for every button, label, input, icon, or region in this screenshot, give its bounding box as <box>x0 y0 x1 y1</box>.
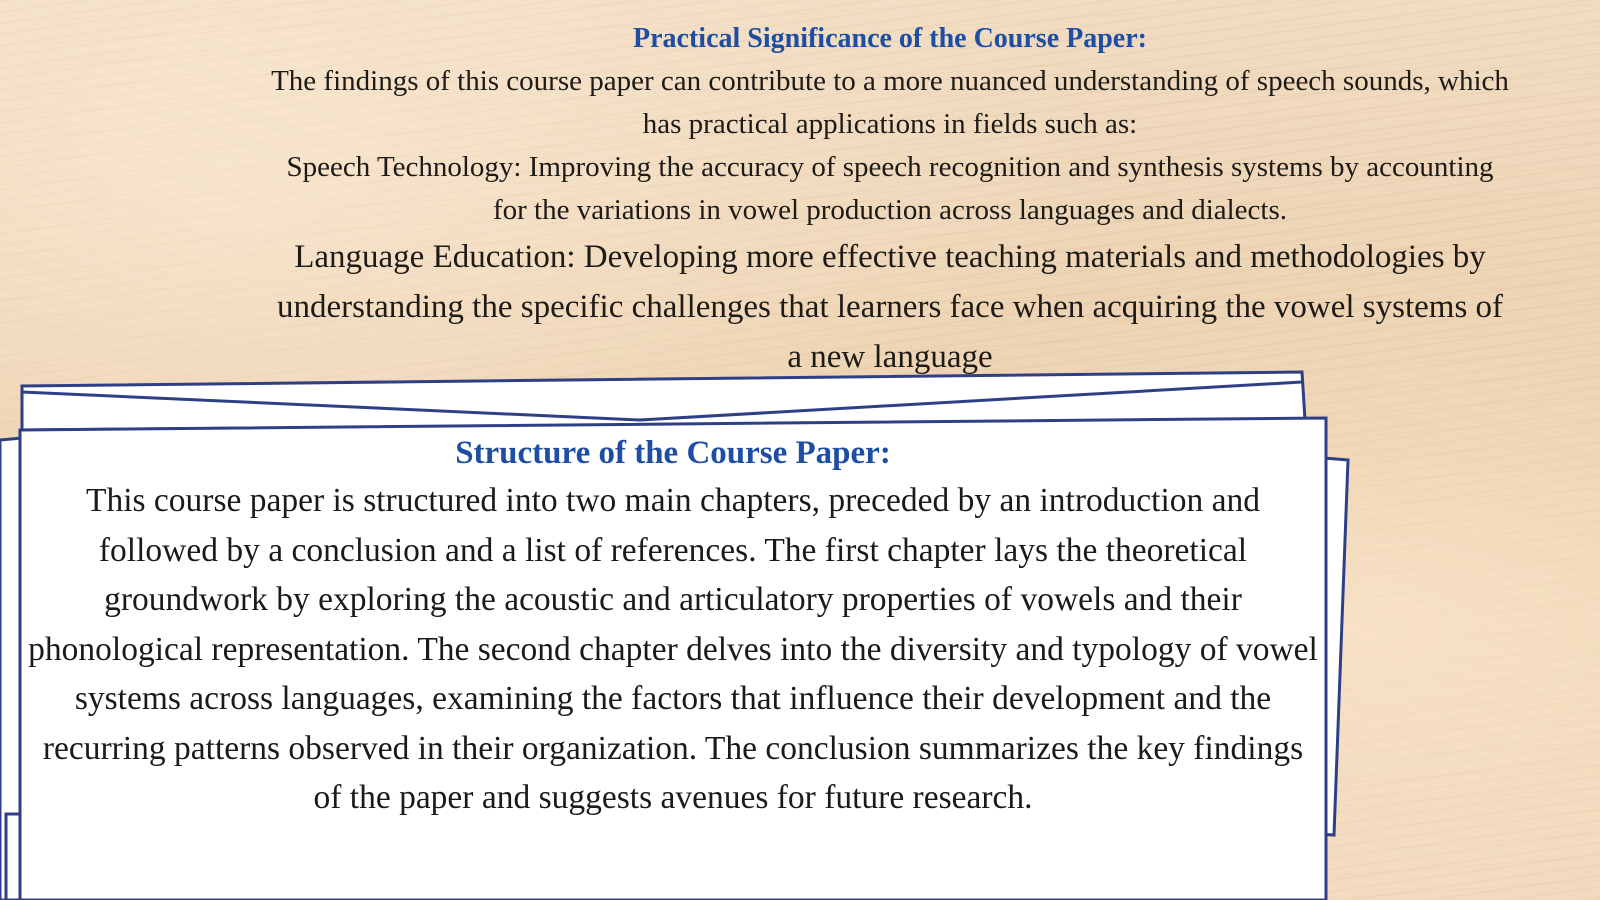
structure-section <box>22 430 1324 900</box>
speech-technology-text: Speech Technology: Improving the accuracy of speech recognition and synthesis systems by accounting for the variations in vowel production across languages and dialects. <box>286 151 1494 226</box>
structure-heading: Structure of the Course Paper: <box>455 435 891 471</box>
language-education-text: Language Education: Developing more effective teaching materials and methodologies by understanding the specific challenges that learners face when acquiring the vowel systems of a new language <box>276 239 1504 375</box>
practical-intro-text: The findings of this course paper can contribute to a more nuanced understanding of speech sounds, which has practical applications in fields such as: <box>271 65 1509 140</box>
practical-significance-section <box>270 18 1510 382</box>
structure-body-text: This course paper is structured into two main chapters, preceded by an introduction and followed by a conclusion and a list of references. The first chapter lays the theoretical groundwork by exploring the acoustic and articulatory properties of vowels and their phonological representation. The second chapter delves into the diversity and typology of vowel systems across languages, examining the factors that influence their development and the recurring patterns observed in their organization. The conclusion summarizes the key findings of the paper and suggests avenues for future research. <box>28 482 1318 816</box>
practical-significance-heading: Practical Significance of the Course Paper: <box>633 23 1147 54</box>
